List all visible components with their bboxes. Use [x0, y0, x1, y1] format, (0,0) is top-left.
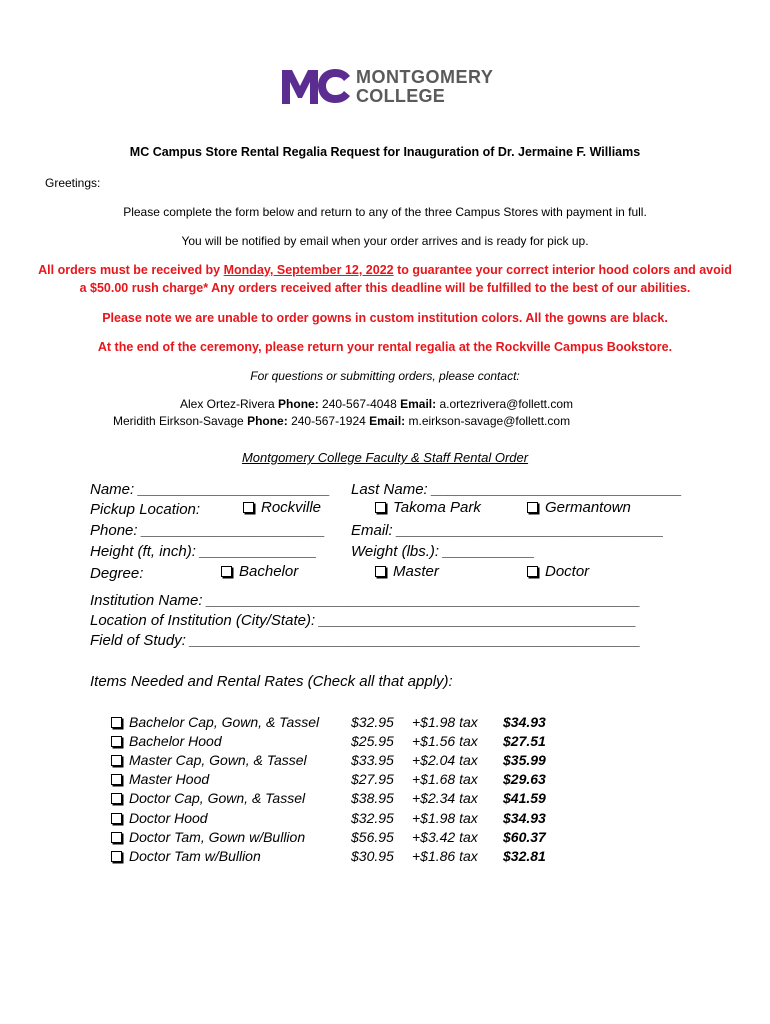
phone-label: Phone:	[278, 397, 319, 411]
degree-bachelor-option[interactable]	[221, 563, 298, 580]
item-name: Bachelor Cap, Gown, & Tassel	[129, 714, 320, 730]
item-total: $27.51	[503, 733, 546, 749]
item-tax: +$2.34 tax	[412, 790, 478, 806]
checkbox-icon[interactable]	[111, 717, 122, 728]
item-total: $41.59	[503, 790, 546, 806]
field-of-study-field[interactable]: Field of Study: ______________________________________________________	[90, 632, 641, 649]
item-option[interactable]	[111, 733, 222, 749]
contact-email[interactable]: m.eirkson-savage@follett.com	[405, 414, 571, 428]
item-total: $29.63	[503, 771, 546, 787]
deadline-notice-line2: a $50.00 rush charge* Any orders received after this deadline will be fulfilled to the best of our abilities.	[79, 281, 691, 295]
page-title: MC Campus Store Rental Regalia Request for Inauguration of Dr. Jermaine F. Williams	[129, 145, 641, 159]
item-price: $38.95	[351, 790, 394, 806]
option-label: Doctor	[545, 563, 590, 580]
greeting: Greetings:	[45, 176, 101, 190]
return-regalia-notice: At the end of the ceremony, please return your rental regalia at the Rockville Campus Bookstore.	[97, 340, 673, 354]
item-total: $34.93	[503, 714, 546, 730]
montgomery-college-logo	[280, 66, 493, 106]
contact-line	[113, 414, 570, 428]
option-label: Takoma Park	[393, 499, 481, 516]
checkbox-icon[interactable]	[111, 793, 122, 804]
option-label: Master	[393, 563, 439, 580]
email-field[interactable]: Email: ________________________________	[351, 522, 664, 539]
contact-phone: 240-567-4048	[318, 397, 401, 411]
contact-intro: For questions or submitting orders, please contact:	[250, 369, 520, 383]
checkbox-icon[interactable]	[375, 566, 386, 577]
phone-field[interactable]: Phone: ______________________	[90, 522, 326, 539]
item-option[interactable]	[111, 810, 208, 826]
option-label: Rockville	[261, 499, 322, 516]
degree-label: Degree:	[90, 565, 144, 582]
gown-color-notice: Please note we are unable to order gowns in custom institution colors. All the gowns are black.	[102, 311, 668, 325]
item-tax: +$1.86 tax	[412, 848, 478, 864]
checkbox-icon[interactable]	[375, 502, 386, 513]
item-name: Master Hood	[129, 771, 210, 787]
checkbox-icon[interactable]	[527, 502, 538, 513]
contact-name: Meridith Eirkson-Savage	[113, 414, 248, 428]
item-total: $60.37	[503, 829, 546, 845]
weight-field[interactable]: Weight (lbs.): ___________	[351, 543, 536, 560]
checkbox-icon[interactable]	[527, 566, 538, 577]
item-name: Doctor Tam w/Bullion	[129, 848, 261, 864]
contact-name: Alex Ortez-Rivera	[180, 397, 279, 411]
item-price: $32.95	[351, 810, 394, 826]
item-total: $32.81	[503, 848, 546, 864]
logo-line-montgomery: MONTGOMERY	[356, 66, 494, 87]
item-option[interactable]	[111, 790, 305, 806]
item-price: $30.95	[351, 848, 394, 864]
item-price: $25.95	[351, 733, 394, 749]
contact-line	[180, 397, 573, 411]
checkbox-icon[interactable]	[111, 832, 122, 843]
logo-line-college: COLLEGE	[356, 85, 446, 106]
option-label: Germantown	[545, 499, 631, 516]
last-name-field[interactable]: Last Name: ______________________________	[351, 481, 683, 498]
deadline-text-start: All orders must be received by	[38, 263, 224, 277]
contact-phone: 240-567-1924	[287, 414, 370, 428]
pickup-rockville-option[interactable]	[243, 499, 321, 516]
item-price: $56.95	[351, 829, 394, 845]
item-option[interactable]	[111, 752, 307, 768]
checkbox-icon[interactable]	[111, 755, 122, 766]
item-option[interactable]	[111, 848, 261, 864]
pickup-takoma-option[interactable]	[375, 499, 481, 516]
item-name: Doctor Hood	[129, 810, 208, 826]
item-option[interactable]	[111, 714, 319, 730]
item-option[interactable]	[111, 771, 209, 787]
email-label: Email:	[400, 397, 437, 411]
phone-label: Phone:	[247, 414, 288, 428]
mc-logo-mark-icon	[280, 66, 352, 106]
checkbox-icon[interactable]	[111, 736, 122, 747]
item-name: Master Cap, Gown, & Tassel	[129, 752, 307, 768]
item-price: $32.95	[351, 714, 394, 730]
checkbox-icon[interactable]	[111, 813, 122, 824]
item-name: Doctor Tam, Gown w/Bullion	[129, 829, 306, 845]
item-option[interactable]	[111, 829, 305, 845]
item-total: $34.93	[503, 810, 546, 826]
checkbox-icon[interactable]	[111, 851, 122, 862]
item-name: Doctor Cap, Gown, & Tassel	[129, 790, 306, 806]
item-tax: +$1.68 tax	[412, 771, 478, 787]
item-price: $33.95	[351, 752, 394, 768]
deadline-notice-line1	[0, 263, 770, 277]
option-label: Bachelor	[239, 563, 299, 580]
item-tax: +$1.56 tax	[412, 733, 478, 749]
item-tax: +$3.42 tax	[412, 829, 478, 845]
degree-master-option[interactable]	[375, 563, 439, 580]
institution-name-field[interactable]: Institution Name: ____________________________________________________	[90, 592, 641, 609]
pickup-germantown-option[interactable]	[527, 499, 631, 516]
email-label: Email:	[369, 414, 406, 428]
checkbox-icon[interactable]	[221, 566, 232, 577]
institution-location-field[interactable]: Location of Institution (City/State): ______________________________________	[90, 612, 637, 629]
intro-paragraph-1: Please complete the form below and return to any of the three Campus Stores with payment in full.	[123, 205, 647, 219]
item-tax: +$2.04 tax	[412, 752, 478, 768]
contact-email[interactable]: a.ortezrivera@follett.com	[436, 397, 574, 411]
item-tax: +$1.98 tax	[412, 810, 478, 826]
order-form-title: Montgomery College Faculty & Staff Rental Order	[241, 450, 529, 465]
items-heading: Items Needed and Rental Rates (Check all that apply):	[90, 673, 453, 690]
item-price: $27.95	[351, 771, 394, 787]
deadline-date: Monday, September 12, 2022	[223, 263, 394, 277]
intro-paragraph-2: You will be notified by email when your order arrives and is ready for pick up.	[181, 234, 589, 248]
checkbox-icon[interactable]	[243, 502, 254, 513]
item-name: Bachelor Hood	[129, 733, 222, 749]
checkbox-icon[interactable]	[111, 774, 122, 785]
item-tax: +$1.98 tax	[412, 714, 478, 730]
degree-doctor-option[interactable]	[527, 563, 589, 580]
deadline-text-end: to guarantee your correct interior hood colors and avoid	[393, 263, 732, 277]
pickup-location-label: Pickup Location:	[90, 501, 201, 518]
name-field[interactable]: Name: _______________________	[90, 481, 331, 498]
height-field[interactable]: Height (ft, inch): ______________	[90, 543, 317, 560]
item-total: $35.99	[503, 752, 546, 768]
